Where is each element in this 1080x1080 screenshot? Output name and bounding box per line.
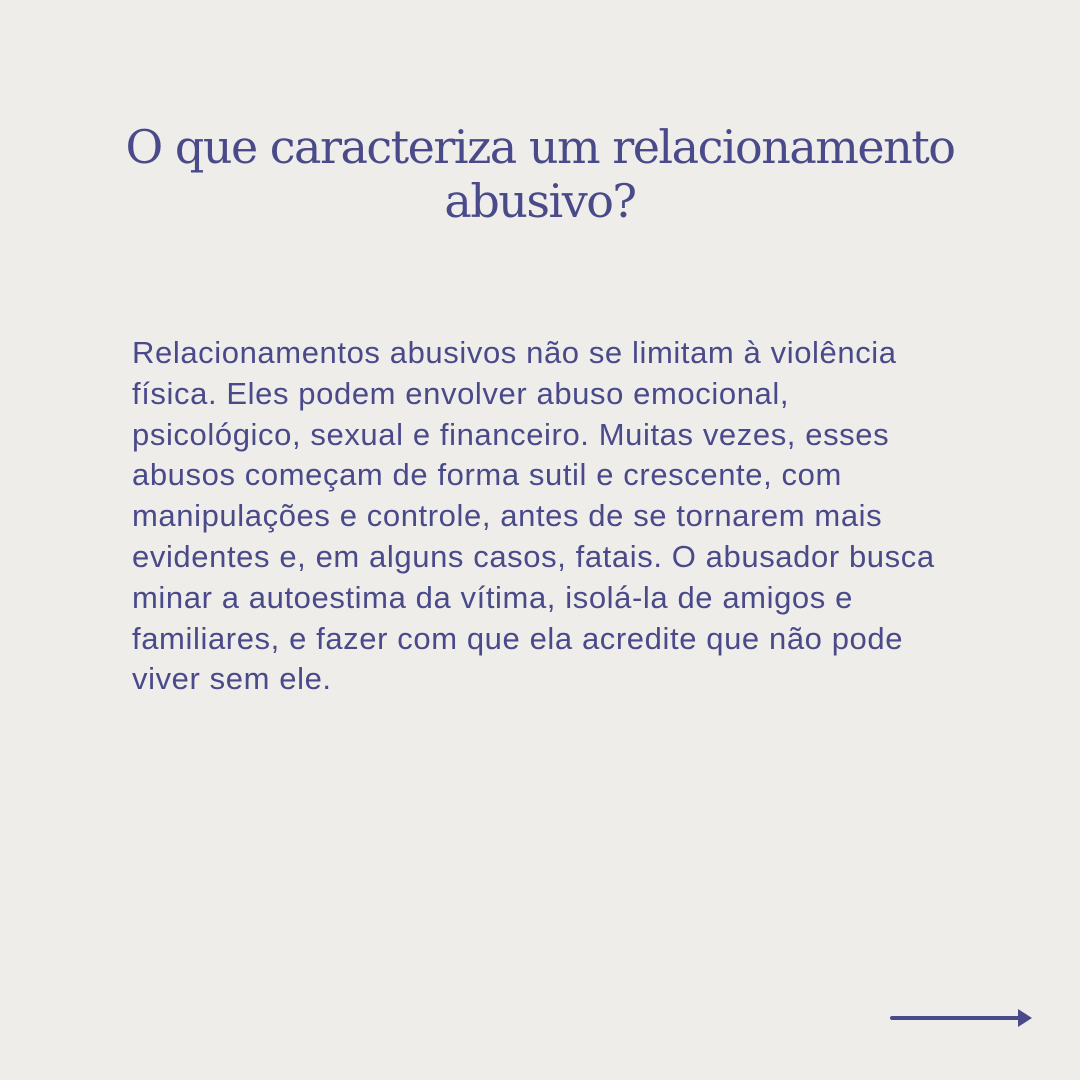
slide-body-text: Relacionamentos abusivos não se limitam à violência física. Eles podem envolver abuso emocional, psicológico, sexual e financeiro. Muitas vezes, esses abusos começam de forma sutil e crescente, com manipulações e controle, antes de se tornarem mais evidentes e, em alguns casos, fatais. O abusador busca minar a autoestima da vítima, isolá-la de amigos e familiares, e fazer com que ela acredite que não pode viver sem ele.: [132, 335, 935, 697]
next-slide-button[interactable]: [888, 1004, 1036, 1032]
arrow-right-icon: [888, 1004, 1036, 1032]
slide-title: O que caracteriza um relacionamento abusivo?: [125, 120, 955, 228]
